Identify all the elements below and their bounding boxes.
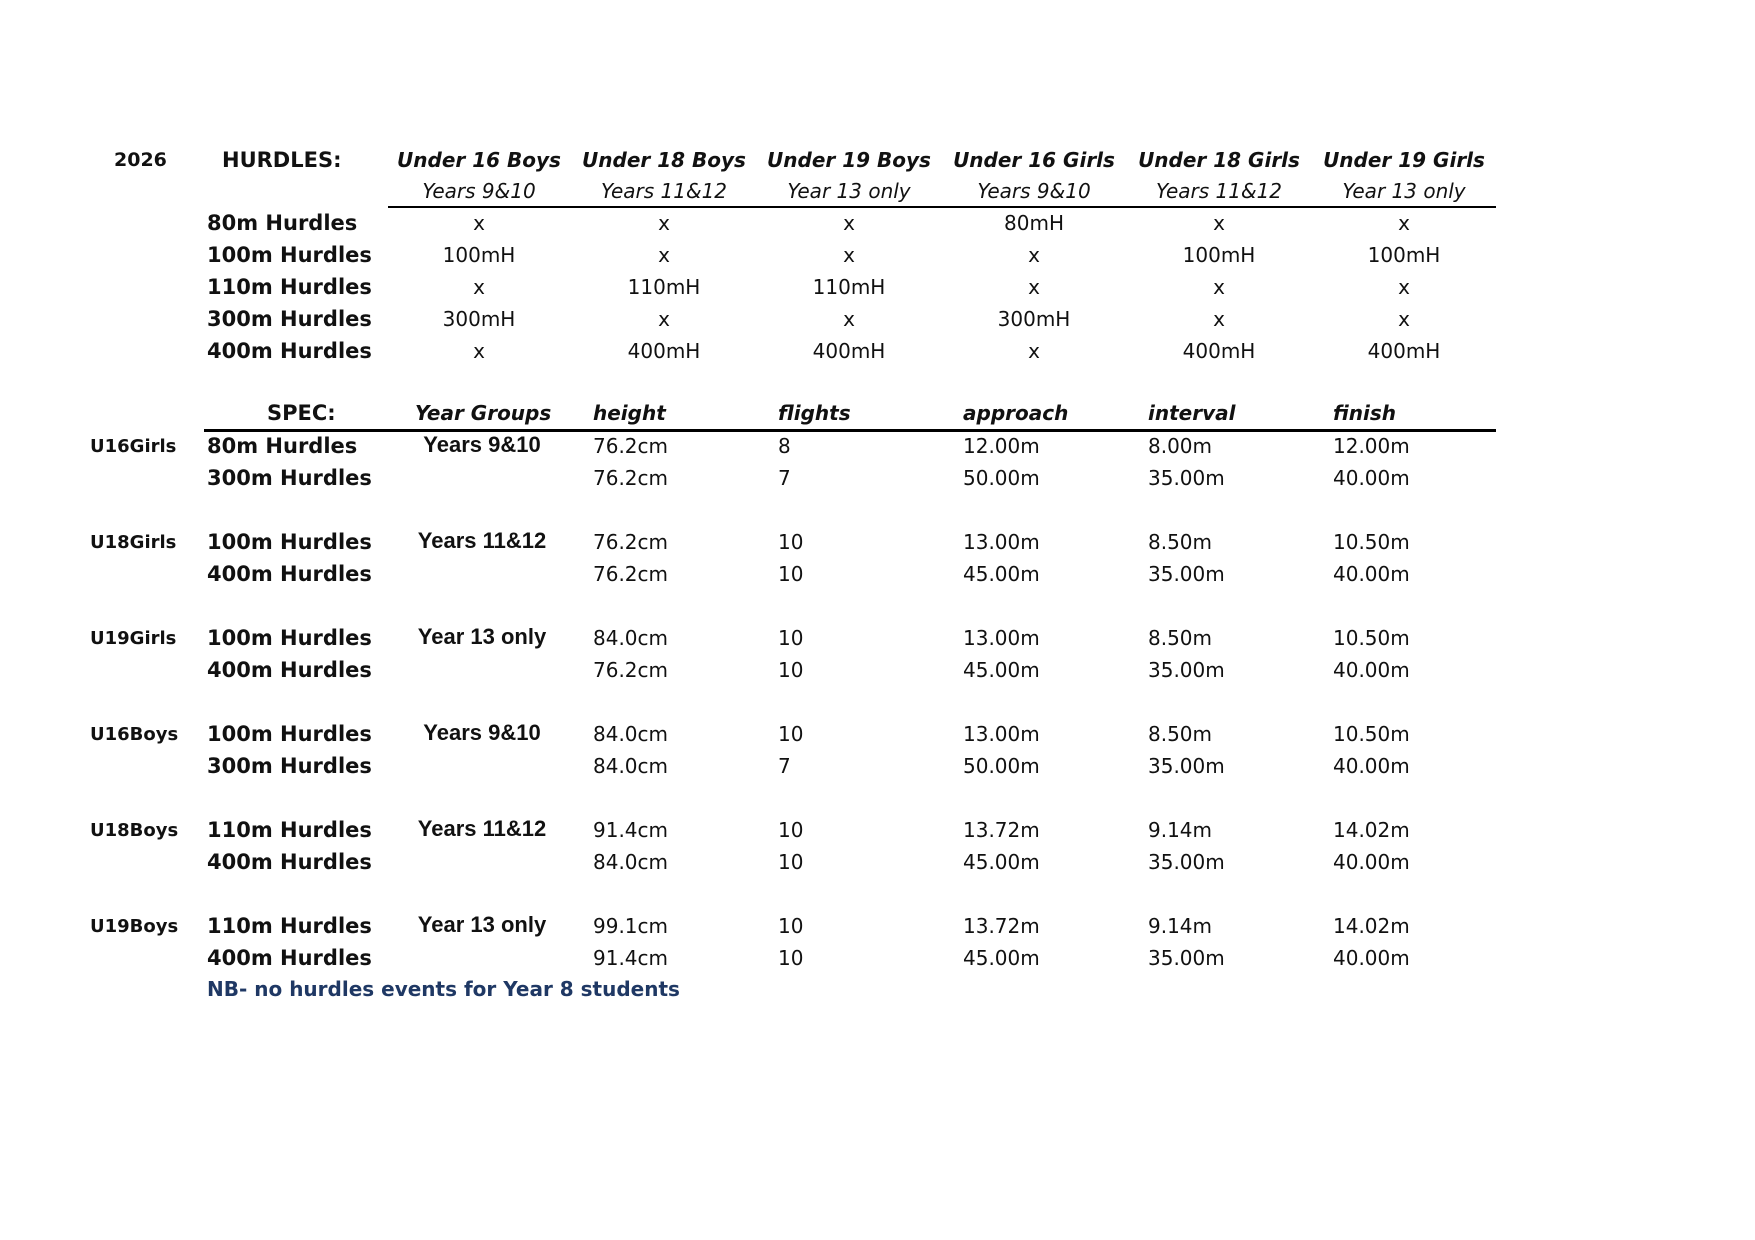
interval-value: 8.00m <box>1148 434 1213 458</box>
approach-value: 13.72m <box>963 818 1040 842</box>
interval-value: 35.00m <box>1148 946 1225 970</box>
flights-value: 7 <box>778 754 791 778</box>
category-label: U18Girls <box>90 532 177 553</box>
year-label: 2026 <box>114 149 167 171</box>
table-cell: 400mH <box>627 339 701 363</box>
interval-value: 35.00m <box>1148 562 1225 586</box>
flights-value: 10 <box>778 562 804 586</box>
interval-value: 35.00m <box>1148 754 1225 778</box>
spec-header-approach: approach <box>963 401 1069 425</box>
year-group-label: Years 9&10 <box>423 720 541 745</box>
col-subheader-u16-girls: Years 9&10 <box>977 179 1091 203</box>
col-subheader-u18-girls: Years 11&12 <box>1155 179 1283 203</box>
table-cell: 110mH <box>812 275 886 299</box>
table-cell: x <box>658 243 670 267</box>
event-label: 100m Hurdles <box>207 626 372 650</box>
col-subheader-u18-boys: Years 11&12 <box>600 179 728 203</box>
year-group-label: Year 13 only <box>417 912 547 937</box>
category-label: U16Girls <box>90 436 177 457</box>
event-label: 110m Hurdles <box>207 275 372 299</box>
height-value: 91.4cm <box>593 946 669 970</box>
height-value: 84.0cm <box>593 754 669 778</box>
interval-value: 8.50m <box>1148 530 1213 554</box>
table-cell: x <box>1213 307 1225 331</box>
finish-value: 40.00m <box>1333 658 1410 682</box>
approach-value: 13.00m <box>963 722 1040 746</box>
col-subheader-u19-girls: Year 13 only <box>1342 179 1466 203</box>
flights-value: 8 <box>778 434 791 458</box>
table-cell: x <box>1213 211 1225 235</box>
event-label: 400m Hurdles <box>207 658 372 682</box>
finish-value: 14.02m <box>1333 914 1410 938</box>
finish-value: 14.02m <box>1333 818 1410 842</box>
height-value: 84.0cm <box>593 626 669 650</box>
col-header-u18-girls: Under 18 Girls <box>1138 148 1300 172</box>
spec-header-flights: flights <box>778 401 851 425</box>
approach-value: 50.00m <box>963 466 1040 490</box>
event-label: 300m Hurdles <box>207 466 372 490</box>
table-cell: x <box>1398 307 1410 331</box>
flights-value: 10 <box>778 722 804 746</box>
hurdles-title: HURDLES: <box>222 148 342 172</box>
year-group-label: Years 9&10 <box>423 432 541 457</box>
spec-header-year-groups: Year Groups <box>415 401 552 425</box>
table-cell: x <box>1028 339 1040 363</box>
interval-value: 9.14m <box>1148 818 1213 842</box>
table-cell: x <box>1028 243 1040 267</box>
table-cell: x <box>843 307 855 331</box>
flights-value: 10 <box>778 818 804 842</box>
col-header-u19-girls: Under 19 Girls <box>1323 148 1485 172</box>
event-label: 400m Hurdles <box>207 946 372 970</box>
category-label: U16Boys <box>90 724 179 745</box>
approach-value: 45.00m <box>963 850 1040 874</box>
col-subheader-u16-boys: Years 9&10 <box>422 179 536 203</box>
flights-value: 10 <box>778 914 804 938</box>
table-cell: x <box>473 275 485 299</box>
col-header-u16-boys: Under 16 Boys <box>397 148 561 172</box>
height-value: 76.2cm <box>593 562 669 586</box>
event-label: 110m Hurdles <box>207 818 372 842</box>
table-cell: 400mH <box>1367 339 1441 363</box>
col-header-u16-girls: Under 16 Girls <box>953 148 1115 172</box>
year-group-label: Years 11&12 <box>417 528 547 553</box>
category-label: U19Girls <box>90 628 177 649</box>
table-cell: x <box>473 339 485 363</box>
event-label: 100m Hurdles <box>207 243 372 267</box>
finish-value: 40.00m <box>1333 850 1410 874</box>
event-label: 400m Hurdles <box>207 562 372 586</box>
height-value: 91.4cm <box>593 818 669 842</box>
flights-value: 10 <box>778 530 804 554</box>
table-cell: 100mH <box>442 243 516 267</box>
year-group-label: Year 13 only <box>417 624 547 649</box>
col-header-u19-boys: Under 19 Boys <box>767 148 931 172</box>
table-cell: x <box>1213 275 1225 299</box>
finish-value: 10.50m <box>1333 626 1410 650</box>
header-rule <box>388 206 1496 208</box>
height-value: 76.2cm <box>593 434 669 458</box>
table-cell: 110mH <box>627 275 701 299</box>
interval-value: 35.00m <box>1148 466 1225 490</box>
flights-value: 10 <box>778 850 804 874</box>
table-cell: x <box>843 211 855 235</box>
event-label: 110m Hurdles <box>207 914 372 938</box>
height-value: 84.0cm <box>593 722 669 746</box>
approach-value: 12.00m <box>963 434 1040 458</box>
flights-value: 10 <box>778 946 804 970</box>
spec-title: SPEC: <box>267 401 336 425</box>
table-cell: x <box>843 243 855 267</box>
table-cell: x <box>1398 275 1410 299</box>
event-label: 300m Hurdles <box>207 754 372 778</box>
table-cell: x <box>658 211 670 235</box>
table-cell: 100mH <box>1367 243 1441 267</box>
interval-value: 8.50m <box>1148 722 1213 746</box>
finish-value: 40.00m <box>1333 562 1410 586</box>
finish-value: 10.50m <box>1333 722 1410 746</box>
approach-value: 50.00m <box>963 754 1040 778</box>
approach-value: 45.00m <box>963 658 1040 682</box>
event-label: 80m Hurdles <box>207 434 358 458</box>
event-label: 400m Hurdles <box>207 339 372 363</box>
table-cell: 100mH <box>1182 243 1256 267</box>
approach-value: 13.72m <box>963 914 1040 938</box>
flights-value: 7 <box>778 466 791 490</box>
finish-value: 40.00m <box>1333 466 1410 490</box>
finish-value: 40.00m <box>1333 754 1410 778</box>
footnote: NB- no hurdles events for Year 8 students <box>207 977 680 1001</box>
event-label: 100m Hurdles <box>207 722 372 746</box>
spec-header-finish: finish <box>1333 401 1396 425</box>
table-cell: x <box>658 307 670 331</box>
approach-value: 13.00m <box>963 626 1040 650</box>
approach-value: 13.00m <box>963 530 1040 554</box>
finish-value: 40.00m <box>1333 946 1410 970</box>
approach-value: 45.00m <box>963 946 1040 970</box>
table-cell: 300mH <box>997 307 1071 331</box>
col-subheader-u19-boys: Year 13 only <box>787 179 911 203</box>
finish-value: 12.00m <box>1333 434 1410 458</box>
event-label: 400m Hurdles <box>207 850 372 874</box>
spec-header-interval: interval <box>1148 401 1236 425</box>
approach-value: 45.00m <box>963 562 1040 586</box>
category-label: U19Boys <box>90 916 179 937</box>
event-label: 80m Hurdles <box>207 211 358 235</box>
category-label: U18Boys <box>90 820 179 841</box>
spec-header-rule <box>204 429 1496 432</box>
flights-value: 10 <box>778 626 804 650</box>
event-label: 100m Hurdles <box>207 530 372 554</box>
table-cell: 400mH <box>1182 339 1256 363</box>
table-cell: 80mH <box>1004 211 1064 235</box>
table-cell: 300mH <box>442 307 516 331</box>
table-cell: 400mH <box>812 339 886 363</box>
year-group-label: Years 11&12 <box>417 816 547 841</box>
table-cell: x <box>1028 275 1040 299</box>
spec-header-height: height <box>593 401 666 425</box>
height-value: 99.1cm <box>593 914 669 938</box>
interval-value: 8.50m <box>1148 626 1213 650</box>
interval-value: 35.00m <box>1148 658 1225 682</box>
interval-value: 9.14m <box>1148 914 1213 938</box>
col-header-u18-boys: Under 18 Boys <box>582 148 746 172</box>
interval-value: 35.00m <box>1148 850 1225 874</box>
flights-value: 10 <box>778 658 804 682</box>
finish-value: 10.50m <box>1333 530 1410 554</box>
height-value: 76.2cm <box>593 658 669 682</box>
height-value: 76.2cm <box>593 530 669 554</box>
height-value: 84.0cm <box>593 850 669 874</box>
table-cell: x <box>473 211 485 235</box>
height-value: 76.2cm <box>593 466 669 490</box>
table-cell: x <box>1398 211 1410 235</box>
event-label: 300m Hurdles <box>207 307 372 331</box>
